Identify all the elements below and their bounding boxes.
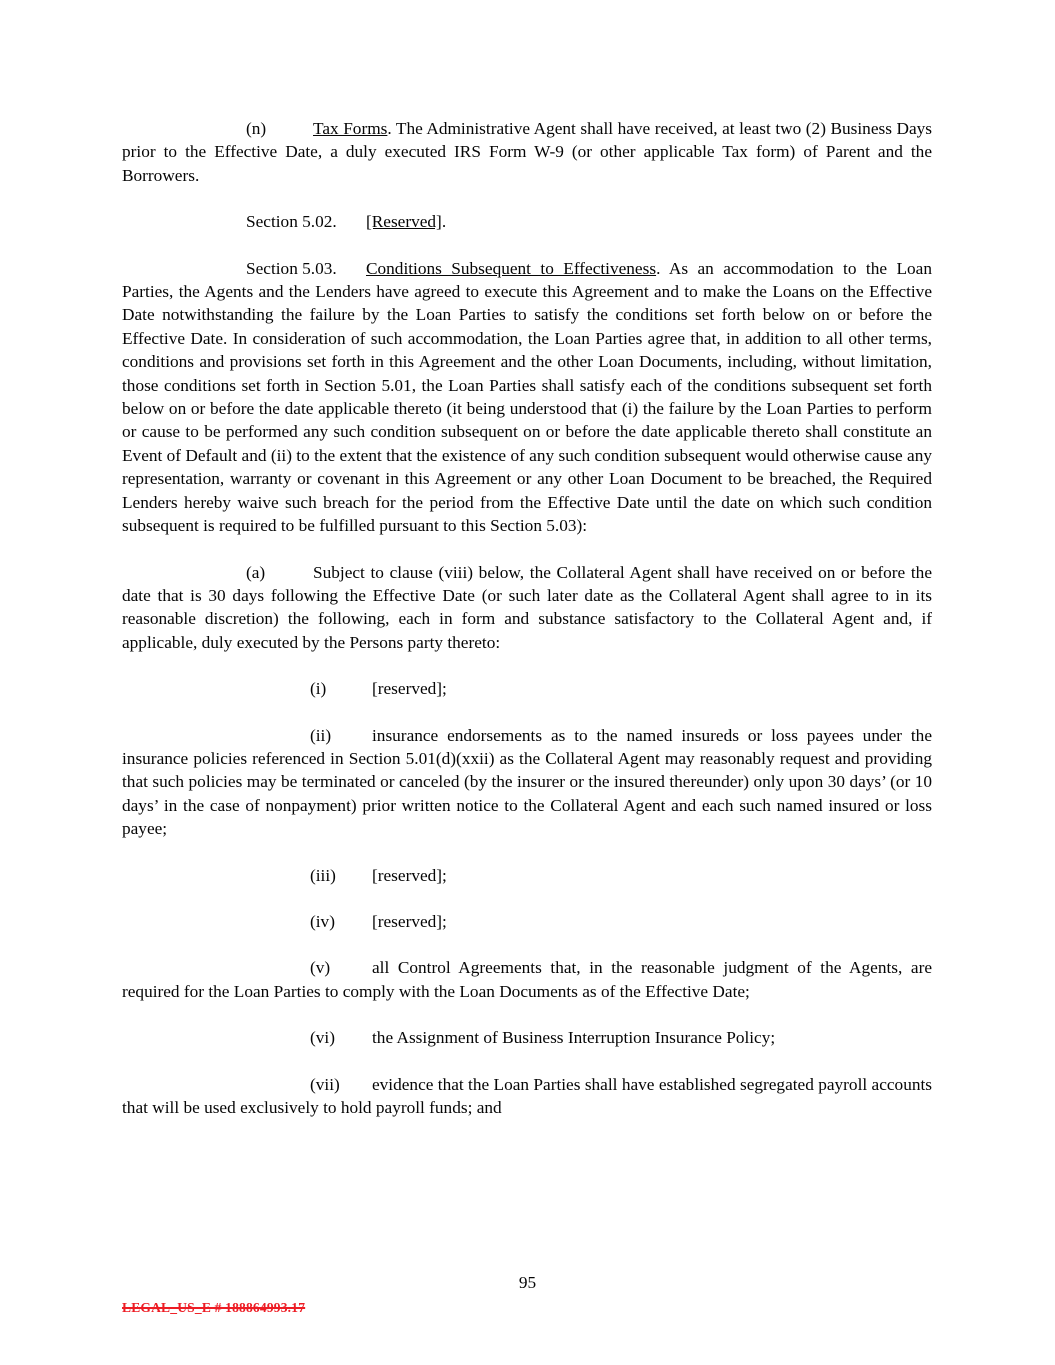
document-body [122,117,932,1142]
item-v-text: all Control Agreements that, in the reasonable judgment of the Agents, are required for the Loan Parties to comply with the Loan Documents as of the Effective Date; [122,958,932,1001]
section-5-02-heading: [Reserved] [366,212,442,232]
item-vii-number: (vii) [310,1074,340,1094]
section-5-03-paragraph [122,257,932,538]
section-5-03-text: . As an accommodation to the Loan Parties, the Agents and the Lenders have agreed to execute this Agreement and to make the Loans on the Effective Date notwithstanding the failure by the Loan Parties to satisfy the conditions set forth below on or before the Effective Date. In consideration of such accommodation, the Loan Parties agree that, in addition to all other terms, conditions and provisions set forth in this Agreement and the other Loan Documents, including, without limitation, those conditions set forth in Section 5.01, the Loan Parties shall satisfy each of the conditions subsequent set forth below on or before the date applicable thereto (it being understood that (i) the failure by the Loan Parties to perform or cause to be performed any such condition subsequent on or before the date applicable thereto shall constitute an Event of Default and (ii) to the extent that the existence of any such condition subsequent would otherwise cause any representation, warranty or covenant in this Agreement or any other Loan Document to be breached, the Required Lenders hereby waive such breach for the period from the Effective Date until the date on which such condition subsequent is required to be fulfilled pursuant to this Section 5.03): [122,258,932,536]
legal-document-id: LEGAL_US_E # 188864993.17 [122,1300,306,1315]
item-ii-paragraph [122,724,932,841]
item-i-number: (i) [310,679,327,699]
clause-n-text: . The Administrative Agent shall have received, at least two (2) Business Days prior to the Effective Date, a duly executed IRS Form W-9 (or other applicable Tax form) of Parent and the Borrowers. [122,119,932,185]
clause-n-paragraph [122,117,932,187]
section-5-02-text: . [441,212,447,232]
page-number: 95 [518,1273,537,1292]
clause-a-paragraph [122,561,932,655]
item-vi-paragraph [122,1026,932,1049]
item-ii-text: insurance endorsements as to the named insureds or loss payees under the insurance policies referenced in Section 5.01(d)(xxii) as the Collateral Agent may reasonably request and providing that such policies may be terminated or canceled (by the insurer or the insured thereunder) only upon 30 days’ (or 10 days’ in the case of nonpayment) prior written notice to the Collateral Agent and each such named insured or loss payee; [122,725,932,839]
item-ii-number: (ii) [310,725,332,745]
item-vi-text: the Assignment of Business Interruption Insurance Policy; [372,1028,776,1048]
item-iv-paragraph [122,910,932,933]
item-vii-text: evidence that the Loan Parties shall have established segregated payroll accounts that will be used exclusively to hold payroll funds; and [122,1074,932,1117]
section-5-02-label: Section 5.02. [246,212,337,232]
item-v-number: (v) [310,958,331,978]
section-5-03-heading: Conditions Subsequent to Effectiveness [366,258,657,278]
clause-n-heading: Tax Forms [313,119,388,138]
item-vi-number: (vi) [310,1028,335,1048]
item-i-text: [reserved]; [372,679,447,699]
section-5-03-label: Section 5.03. [246,258,337,278]
item-iv-number: (iv) [310,911,335,931]
clause-a-label: (a) [246,562,266,582]
item-i-paragraph [122,677,932,700]
clause-n-label: (n) [246,119,267,138]
section-5-02-paragraph [122,210,932,233]
item-iii-paragraph [122,864,932,887]
item-v-paragraph [122,956,932,1003]
item-iii-number: (iii) [310,865,336,885]
item-vii-paragraph [122,1073,932,1120]
item-iii-text: [reserved]; [372,865,447,885]
item-iv-text: [reserved]; [372,911,447,931]
clause-a-text: Subject to clause (viii) below, the Collateral Agent shall have received on or before the date that is 30 days following the Effective Date (or such later date as the Collateral Agent shall agree to in its reasonable discretion) the following, each in form and substance satisfactory to the Collateral Agent and, if applicable, duly executed by the Persons party thereto: [122,562,932,652]
